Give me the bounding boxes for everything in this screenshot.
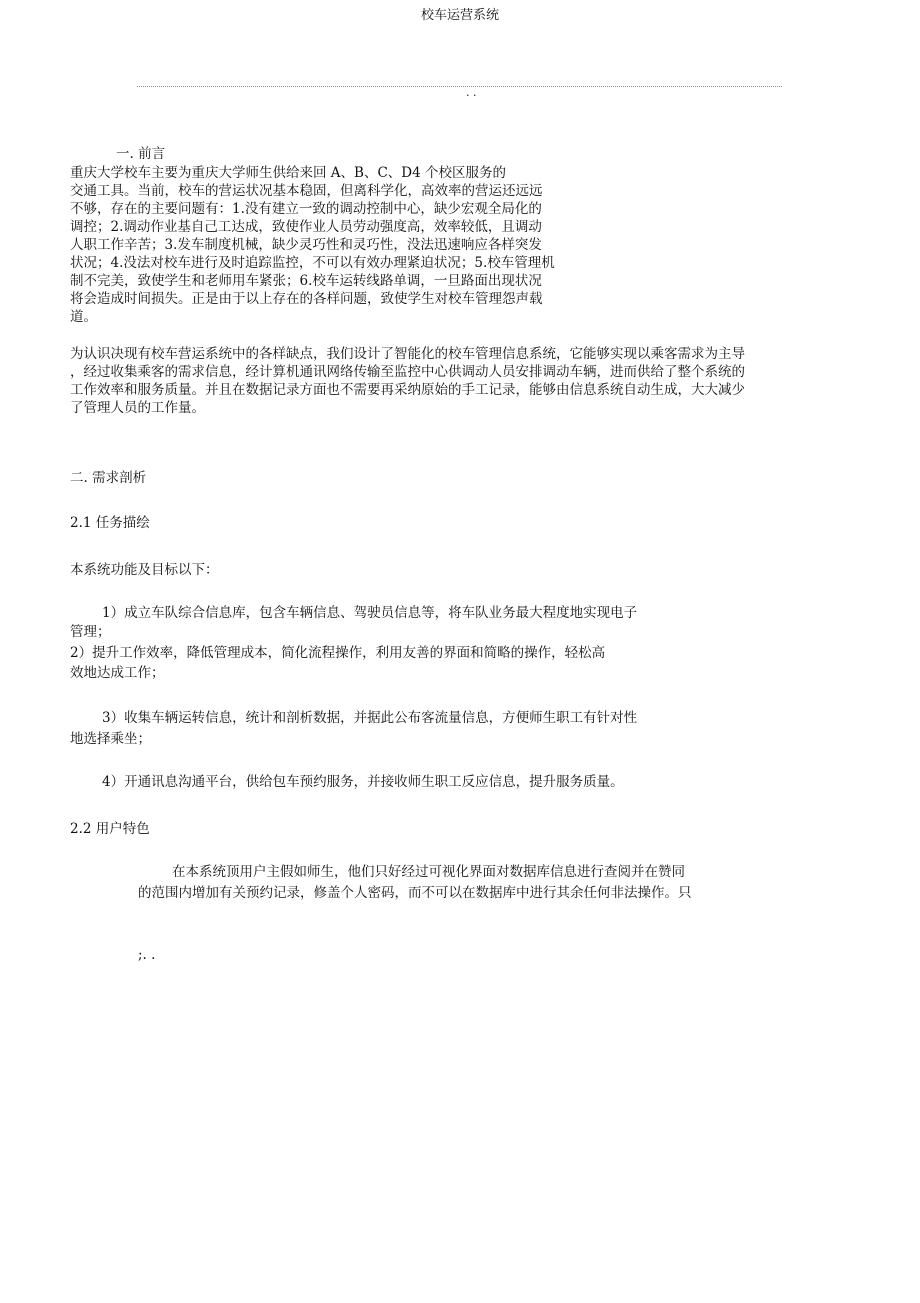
users-line-2: 的范围内增加有关预约记录，修盖个人密码，而不可以在数据库中进行其余任何非法操作。只 bbox=[138, 885, 692, 901]
text-line: 状况；4.没法对校车进行及时追踪监控，不可以有效办理紧迫状况；5.校车管理机 bbox=[70, 255, 555, 271]
page-header-title: 校车运营系统 bbox=[420, 8, 499, 23]
analysis-heading: 二. 需求剖析 bbox=[70, 470, 147, 486]
task-item-1-line1: 1）成立车队综合信息库，包含车辆信息、驾驶员信息等，将车队业务最大程度地实现电子 bbox=[102, 605, 638, 621]
users-line-1: 在本系统顶用户主假如师生，他们只好经过可视化界面对数据库信息进行查阅并在赞同 bbox=[172, 864, 685, 880]
task-item-3-line1: 3）收集车辆运转信息，统计和剖析数据，并据此公布客流量信息，方便师生职工有针对性 bbox=[102, 710, 638, 726]
footer-mark: ;. . bbox=[138, 947, 156, 963]
text-line: 重庆大学校车主要为重庆大学师生供给来回 A、B、C、D4 个校区服务的 bbox=[70, 165, 506, 181]
task-item-2-line2: 效地达成工作； bbox=[70, 665, 165, 681]
text-line: 为认识决现有校车营运系统中的各样缺点，我们设计了智能化的校车管理信息系统，它能够实现以乘客需求为主导 bbox=[70, 346, 745, 362]
header-dots: . . bbox=[466, 86, 477, 99]
task-item-2-line1: 2）提升工作效率，降低管理成本，简化流程操作，利用友善的界面和简略的操作，轻松高 bbox=[70, 645, 606, 661]
preface-paragraph-2 bbox=[70, 345, 745, 417]
preface-paragraph-1 bbox=[70, 164, 555, 326]
text-line: 制不完美，致使学生和老师用车紧张；6.校车运转线路单调，一旦路面出现状况 bbox=[70, 273, 542, 289]
text-line: 调控；2.调动作业基自己工达成，致使作业人员劳动强度高，效率较低，且调动 bbox=[70, 219, 542, 235]
text-line: 将会造成时间损失。正是由于以上存在的各样问题，致使学生对校车管理怨声载 bbox=[70, 291, 543, 307]
task-item-4-line1: 4）开通讯息沟通平台，供给包车预约服务，并接收师生职工反应信息，提升服务质量。 bbox=[102, 774, 624, 790]
text-line: 人职工作辛苦；3.发车制度机械，缺少灵巧性和灵巧性，没法迅速响应各样突发 bbox=[70, 237, 542, 253]
task-item-1-line2: 管理； bbox=[70, 624, 111, 640]
text-line: 交通工具。当前，校车的营运状况基本稳固，但离科学化，高效率的营运还远远 bbox=[70, 183, 543, 199]
text-line: 不够，存在的主要问题有：1.没有建立一致的调动控制中心，缺少宏观全局化的 bbox=[70, 201, 542, 217]
text-line: 工作效率和服务质量。并且在数据记录方面也不需要再采纳原始的手工记录，能够由信息系统自动生成，大大减少 bbox=[70, 382, 745, 398]
preface-heading: 一. 前言 bbox=[116, 146, 166, 162]
users-heading: 2.2 用户特色 bbox=[70, 821, 150, 837]
text-line: 道。 bbox=[70, 309, 97, 325]
task-item-3-line2: 地选择乘坐； bbox=[70, 731, 151, 747]
header-divider bbox=[137, 86, 782, 87]
text-line: ，经过收集乘客的需求信息，经计算机通讯网络传输至监控中心供调动人员安排调动车辆，进而供给了整个系统的 bbox=[70, 364, 745, 380]
text-line: 了管理人员的工作量。 bbox=[70, 400, 205, 416]
task-intro: 本系统功能及目标以下： bbox=[70, 562, 219, 578]
task-heading: 2.1 任务描绘 bbox=[70, 515, 150, 531]
